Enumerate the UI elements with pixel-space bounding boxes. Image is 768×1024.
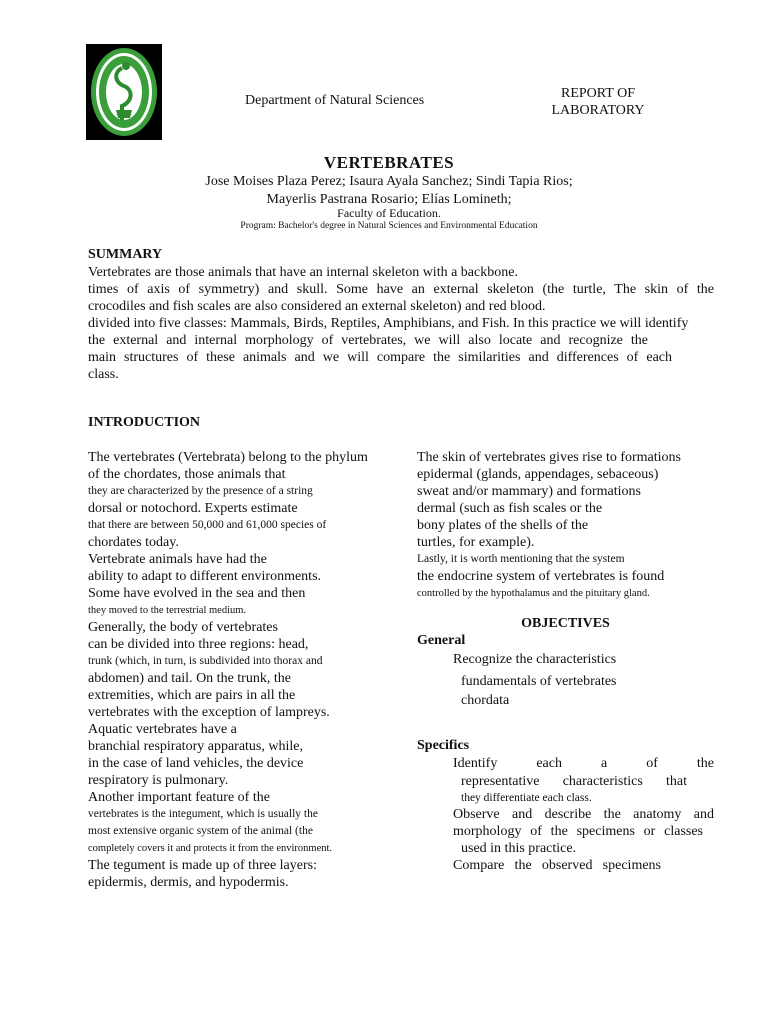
- intro-line: epidermal (glands, appendages, sebaceous): [417, 467, 659, 482]
- intro-line: extremities, which are pairs in all the: [88, 688, 296, 703]
- intro-line: dorsal or notochord. Experts estimate: [88, 501, 298, 516]
- intro-line: trunk (which, in turn, is subdivided into thorax and: [88, 655, 323, 667]
- list-item-continuation: chordata: [461, 693, 510, 708]
- report-line-2: LABORATORY: [551, 103, 645, 118]
- list-item-continuation: they differentiate each class.: [461, 792, 592, 804]
- intro-line: dermal (such as fish scales or the: [417, 501, 603, 516]
- specific-objectives-list: [417, 755, 714, 874]
- general-objectives-list: [417, 651, 714, 711]
- list-item: Compare the observed specimens: [453, 858, 661, 873]
- intro-line: that there are between 50,000 and 61,000 species of: [88, 519, 327, 531]
- intro-line: Aquatic vertebrates have a: [88, 722, 237, 737]
- intro-line: Some have evolved in the sea and then: [88, 586, 306, 601]
- list-item: Observe and describe the anatomy and: [453, 807, 714, 822]
- intro-line: they moved to the terrestrial medium.: [88, 605, 247, 616]
- intro-line: Lastly, it is worth mentioning that the system: [417, 553, 625, 565]
- introduction-heading: INTRODUCTION: [88, 415, 201, 430]
- introduction-right-column: [417, 449, 714, 602]
- list-item-continuation: fundamentals of vertebrates: [461, 674, 617, 689]
- intro-line: abdomen) and tail. On the trunk, the: [88, 671, 291, 686]
- authors-line-1: Jose Moises Plaza Perez; Isaura Ayala Sanchez; Sindi Tapia Rios;: [205, 174, 573, 189]
- intro-line: Vertebrate animals have had the: [88, 552, 267, 567]
- general-heading: General: [417, 633, 466, 648]
- summary-line: times of axis of symmetry) and skull. Some have an external skeleton (the turtle, The skin of the: [88, 282, 714, 297]
- list-item-continuation: representative characteristics that: [461, 774, 687, 789]
- intro-line: can be divided into three regions: head,: [88, 637, 309, 652]
- intro-line: Generally, the body of vertebrates: [88, 620, 278, 635]
- faculty-name: Faculty of Education.: [337, 206, 441, 220]
- report-line-1: REPORT OF: [561, 86, 635, 101]
- list-item-continuation: morphology of the specimens or classes: [453, 824, 703, 839]
- summary-heading: SUMMARY: [88, 247, 163, 262]
- intro-line: of the chordates, those animals that: [88, 467, 286, 482]
- intro-line: ability to adapt to different environments.: [88, 569, 322, 584]
- intro-line: chordates today.: [88, 535, 179, 550]
- intro-line: The skin of vertebrates gives rise to formations: [417, 450, 681, 465]
- intro-line: most extensive organic system of the animal (the: [88, 825, 313, 837]
- authors-line-2: Mayerlis Pastrana Rosario; Elías Lomineth;: [266, 192, 512, 207]
- intro-line: The tegument is made up of three layers:: [88, 858, 317, 873]
- summary-line: Vertebrates are those animals that have an internal skeleton with a backbone.: [88, 265, 518, 280]
- list-item: Identify each a of the: [453, 756, 714, 771]
- summary-line: the external and internal morphology of vertebrates, we will also locate and recognize the: [88, 333, 648, 348]
- intro-line: in the case of land vehicles, the device: [88, 756, 304, 771]
- intro-line: respiratory is pulmonary.: [88, 773, 229, 788]
- intro-line: completely covers it and protects it from the environment.: [88, 843, 333, 854]
- university-seal-logo: [86, 44, 162, 140]
- intro-line: controlled by the hypothalamus and the pituitary gland.: [417, 588, 650, 599]
- intro-line: the endocrine system of vertebrates is found: [417, 569, 665, 584]
- list-item: Recognize the characteristics: [453, 652, 617, 667]
- summary-body: [88, 264, 714, 383]
- introduction-left-column: [88, 449, 388, 891]
- intro-line: sweat and/or mammary) and formations: [417, 484, 641, 499]
- specifics-heading: Specifics: [417, 738, 470, 753]
- summary-line: crocodiles and fish scales are also considered an external skeleton) and red blood.: [88, 299, 546, 314]
- department-name: Department of Natural Sciences: [245, 93, 425, 108]
- summary-line: class.: [88, 367, 119, 382]
- intro-line: bony plates of the shells of the: [417, 518, 589, 533]
- intro-line: branchial respiratory apparatus, while,: [88, 739, 303, 754]
- intro-line: The vertebrates (Vertebrata) belong to the phylum: [88, 450, 368, 465]
- summary-line: divided into five classes: Mammals, Birds, Reptiles, Amphibians, and Fish. In this practice we will identify: [88, 316, 689, 331]
- intro-line: vertebrates is the integument, which is usually the: [88, 808, 318, 820]
- intro-line: turtles, for example).: [417, 535, 535, 550]
- program-name: Program: Bachelor's degree in Natural Sciences and Environmental Education: [240, 221, 538, 231]
- document-title: VERTEBRATES: [323, 153, 455, 172]
- intro-line: Another important feature of the: [88, 790, 270, 805]
- summary-line: main structures of these animals and we will compare the similarities and differences of each: [88, 350, 672, 365]
- intro-line: they are characterized by the presence of a string: [88, 485, 313, 497]
- intro-line: epidermis, dermis, and hypodermis.: [88, 875, 289, 890]
- intro-line: vertebrates with the exception of lampreys.: [88, 705, 330, 720]
- objectives-heading: OBJECTIVES: [521, 616, 610, 631]
- report-label: [548, 85, 648, 119]
- list-item-continuation: used in this practice.: [461, 841, 577, 856]
